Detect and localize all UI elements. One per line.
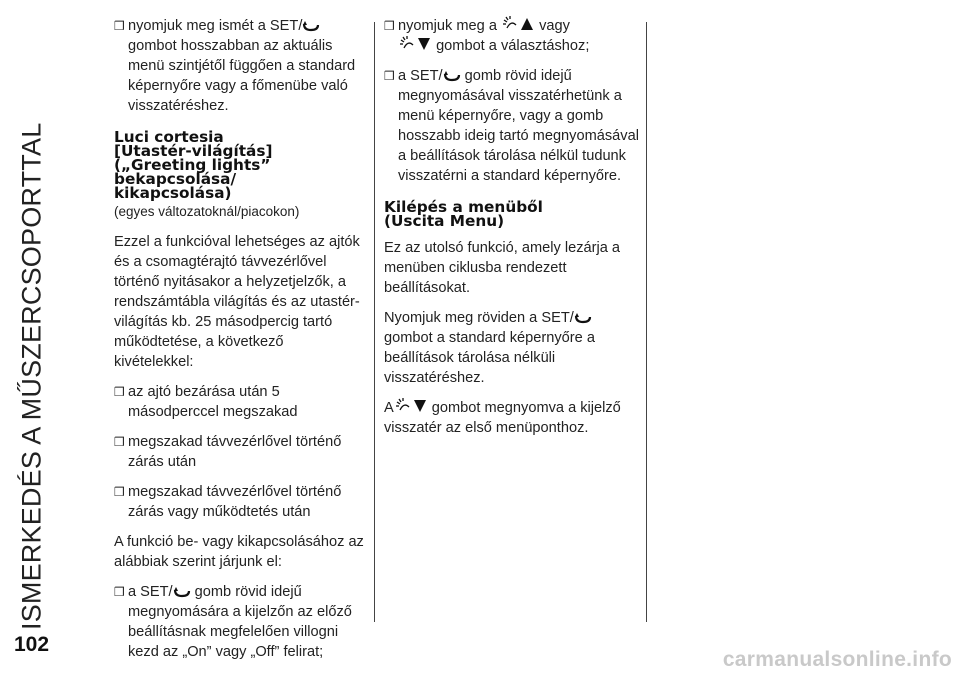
list-item: [114, 382, 364, 422]
list-item-text: megszakad távvezérlővel történő zárás vagy működtetés után: [128, 484, 342, 520]
bullet-mark: ❒: [114, 19, 125, 33]
list-item: [114, 482, 364, 522]
set-return-arrow-icon: [443, 70, 461, 82]
list-item-text: gombot hosszabban az aktuális menü szintjétől függően a standard képernyőre vagy a főmenübe való visszatéréshez.: [128, 38, 356, 114]
watermark-text: carmanualsonline.info: [722, 648, 952, 671]
page-number: 102: [14, 633, 50, 656]
list-item-text: vagy: [539, 18, 570, 34]
set-return-arrow-icon: [574, 312, 592, 324]
list-item-text: nyomjuk meg a: [398, 18, 497, 34]
side-section-title: ISMERKEDÉS A MŰSZERCSOPORTTAL: [16, 122, 47, 630]
paragraph: A gombot megnyomva a kijelző visszatér az első menüponthoz.: [384, 400, 621, 436]
bullet-mark: ❒: [114, 435, 125, 449]
list-item-text: a SET/: [128, 584, 173, 600]
list-item-text: gomb rövid idejű megnyomására a kijelzőn az előző beállításnak megfelelően villogni kezd az „On” vagy „Off” felirat;: [128, 584, 352, 660]
bullet-mark: ❒: [114, 385, 125, 399]
bullet-mark: ❒: [384, 69, 395, 83]
list-item: [384, 16, 644, 56]
section-heading: Luci cortesia [Utastér-világítás] („Greeting lights” bekapcsolása/ kikapcsolása): [114, 128, 273, 202]
bullet-mark: ❒: [114, 585, 125, 599]
list-item-text: a SET/: [398, 68, 443, 84]
column-2: [384, 16, 644, 448]
paragraph: A funkció be- vagy kikapcsolásához az alábbiak szerint járjunk el:: [114, 534, 364, 570]
list-item-text: nyomjuk meg ismét a SET/: [128, 18, 303, 34]
paragraph: Ezzel a funkcióval lehetséges az ajtók és a csomagtérajtó távvezérlővel történő nyitásakor a helyzetjelzők, a rendszámtábla világítás és az utastér-világítás kb. 25 másodpercig tartó működtetése, a következő kivételekkel:: [114, 234, 360, 370]
list-item-text: megszakad távvezérlővel történő zárás után: [128, 434, 342, 470]
list-item-text: gombot a választáshoz;: [436, 38, 590, 54]
set-return-arrow-icon: [302, 20, 320, 32]
column-divider-1: [374, 22, 375, 622]
section-subtitle: (egyes változatoknál/piacokon): [114, 204, 300, 219]
bullet-mark: ❒: [114, 485, 125, 499]
brightness-up-icon: [501, 16, 535, 32]
list-item-text: gomb rövid idejű megnyomásával visszatérhetünk a menü képernyőre, vagy a gomb hosszabb ideig tartó megnyomásával a beállítások tárolása nélkül tudunk visszatérni a standard képernyőre.: [398, 68, 639, 184]
section-heading: Kilépés a menüből (Uscita Menu): [384, 198, 543, 230]
column-divider-2: [646, 22, 647, 622]
list-item: [114, 432, 364, 472]
brightness-down-icon: [394, 398, 428, 414]
paragraph: Ez az utolsó funkció, amely lezárja a menüben ciklusba rendezett beállításokat.: [384, 240, 621, 296]
bullet-mark: ❒: [384, 19, 395, 33]
list-item: [114, 582, 364, 662]
list-item: [384, 66, 644, 186]
brightness-down-icon: [398, 36, 432, 52]
set-return-arrow-icon: [173, 586, 191, 598]
paragraph: Nyomjuk meg röviden a SET/ gombot a standard képernyőre a beállítások tárolása nélküli visszatéréshez.: [384, 310, 595, 386]
list-item-text: az ajtó bezárása után 5 másodperccel megszakad: [128, 384, 298, 420]
list-item: [114, 16, 364, 116]
column-1: [114, 16, 364, 672]
